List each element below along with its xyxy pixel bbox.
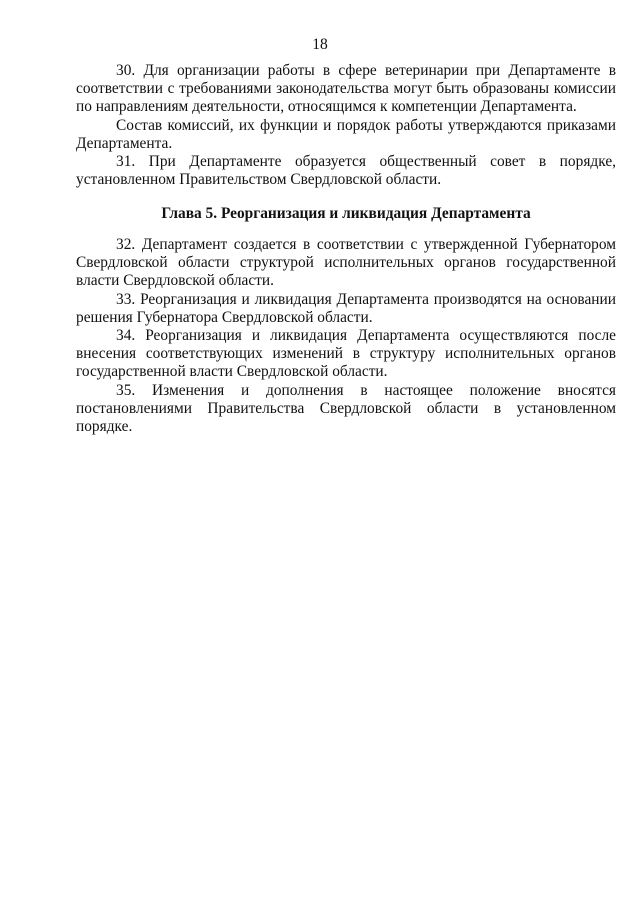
page-number: 18 [312,36,328,53]
text-block-commissions [76,62,616,189]
paragraph-30: 30. Для организации работы в сфере ветеринарии при Департаменте в соответствии с требованиями законодательства могут быть образованы комиссии по направлениям деятельности, относящимся к компетенции Департамента. [76,62,616,116]
paragraph-32: 32. Департамент создается в соответствии с утвержденной Губернатором Свердловской области структурой исполнительных органов государственной власти Свердловской области. [76,236,616,290]
paragraph-31: 31. При Департаменте образуется общественный совет в порядке, установленном Правительством Свердловской области. [76,153,616,189]
paragraph-35: 35. Изменения и дополнения в настоящее положение вносятся постановлениями Правительства Свердловской области в установленном порядке. [76,381,616,436]
paragraph-33: 33. Реорганизация и ликвидация Департамента производятся на основании решения Губернатора Свердловской области. [76,290,616,326]
paragraph-34: 34. Реорганизация и ликвидация Департамента осуществляются после внесения соответствующих изменений в структуру исполнительных органов государственной власти Свердловской области. [76,327,616,381]
chapter-heading: Глава 5. Реорганизация и ликвидация Департамента [161,205,531,222]
text-block-reorganization [76,236,616,436]
paragraph-commission-composition: Состав комиссий, их функции и порядок работы утверждаются приказами Департамента. [76,116,616,152]
